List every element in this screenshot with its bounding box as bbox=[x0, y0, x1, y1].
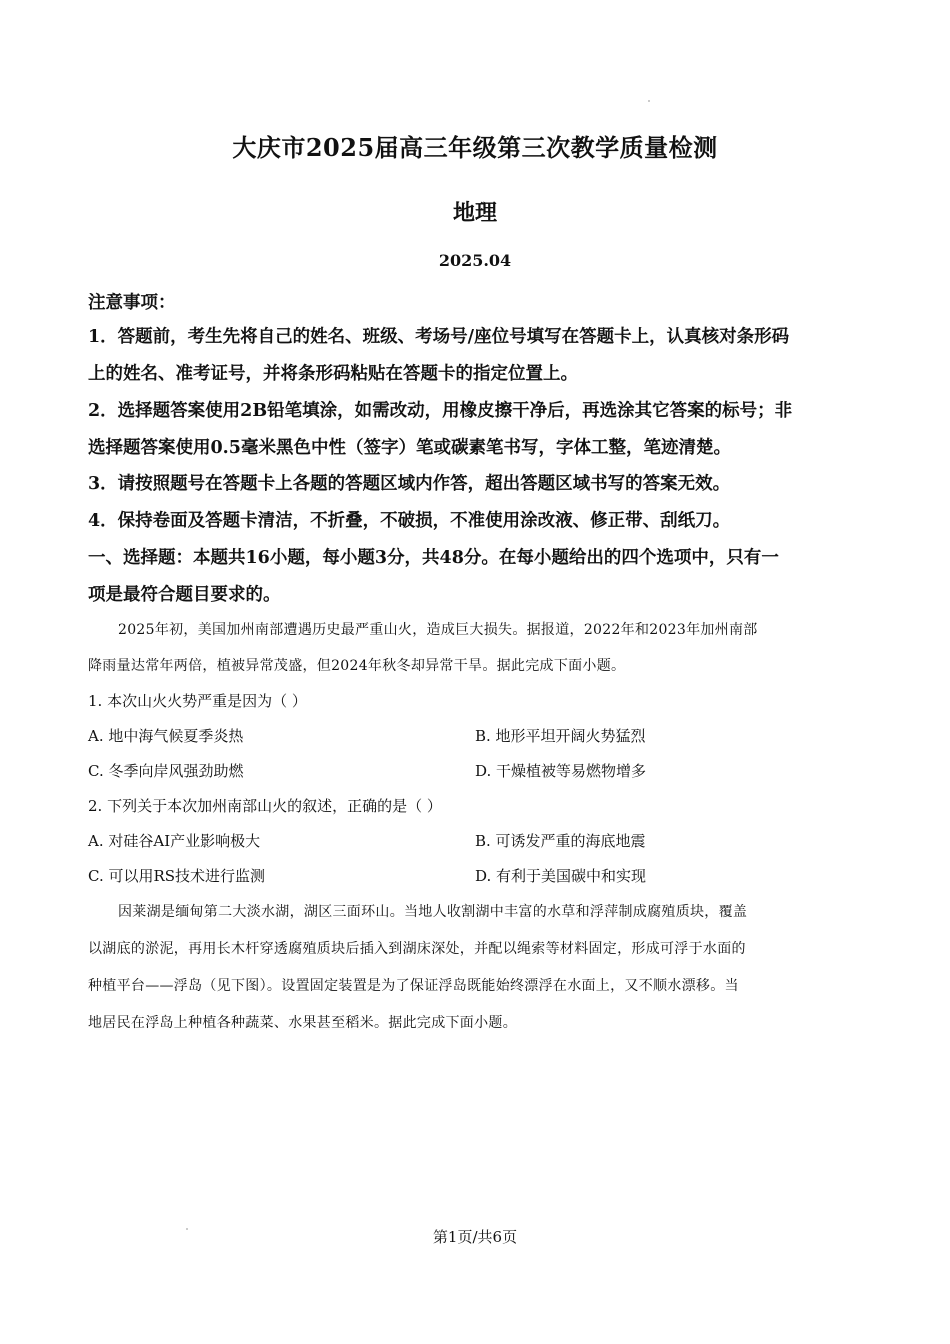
notice-item-2-line-1: 2．选择题答案使用2B铅笔填涂，如需改动，用橡皮擦干净后，再选涂其它答案的标号；非 bbox=[88, 401, 793, 421]
question-1-option-a: A. 地中海气候夏季炎热 bbox=[88, 727, 244, 745]
question-1-option-b: B. 地形平坦开阔火势猛烈 bbox=[475, 727, 646, 745]
question-2-option-d: D. 有利于美国碳中和实现 bbox=[475, 867, 647, 885]
question-2-option-c: C. 可以用RS技术进行监测 bbox=[88, 867, 266, 885]
notice-heading: 注意事项： bbox=[88, 293, 176, 313]
question-2-option-a: A. 对硅谷AI产业影响极大 bbox=[88, 832, 261, 850]
passage-2-line-2: 以湖底的淤泥，再用长木杆穿透腐殖质块后插入到湖床深处，并配以绳索等材料固定，形成可浮于水面的 bbox=[88, 941, 746, 957]
notice-item-1-line-1: 1．答题前，考生先将自己的姓名、班级、考场号/座位号填写在答题卡上，认真核对条形码 bbox=[88, 327, 790, 347]
question-1-option-c: C. 冬季向岸风强劲助燃 bbox=[88, 762, 244, 780]
subject-title: 地理 bbox=[452, 200, 497, 226]
question-1-stem: 1. 本次山火火势严重是因为（ ） bbox=[88, 692, 307, 710]
section-heading-line-1: 一、选择题：本题共16小题，每小题3分，共48分。在每小题给出的四个选项中，只有一 bbox=[88, 548, 779, 568]
passage-2-line-3: 种植平台——浮岛（见下图）。设置固定装置是为了保证浮岛既能始终漂浮在水面上，又不顺水漂移。当 bbox=[88, 978, 739, 994]
notice-item-1-line-2: 上的姓名、准考证号，并将条形码粘贴在答题卡的指定位置上。 bbox=[88, 364, 578, 384]
notice-item-3: 3．请按照题号在答题卡上各题的答题区域内作答，超出答题区域书写的答案无效。 bbox=[88, 474, 731, 494]
page-number: 第1页/共6页 bbox=[432, 1228, 518, 1246]
notice-item-2-line-2: 选择题答案使用0.5毫米黑色中性（签字）笔或碳素笔书写，字体工整，笔迹清楚。 bbox=[88, 438, 731, 458]
exam-title: 大庆市2025届高三年级第三次教学质量检测 bbox=[232, 133, 718, 162]
question-1-option-d: D. 干燥植被等易燃物增多 bbox=[475, 762, 647, 780]
question-2-option-b: B. 可诱发严重的海底地震 bbox=[475, 832, 646, 850]
exam-date: 2025.04 bbox=[438, 251, 512, 270]
passage-2-line-4: 地居民在浮岛上种植各种蔬菜、水果甚至稻米。据此完成下面小题。 bbox=[88, 1015, 517, 1031]
section-heading-line-2: 项是最符合题目要求的。 bbox=[88, 585, 281, 605]
question-2-stem: 2. 下列关于本次加州南部山火的叙述，正确的是（ ） bbox=[88, 797, 442, 815]
passage-1-line-2: 降雨量达常年两倍，植被异常茂盛，但2024年秋冬却异常干旱。据此完成下面小题。 bbox=[88, 658, 626, 674]
scan-speck bbox=[648, 100, 650, 102]
passage-2-line-1: 因莱湖是缅甸第二大淡水湖，湖区三面环山。当地人收割湖中丰富的水草和浮萍制成腐殖质块，覆盖 bbox=[118, 904, 748, 920]
passage-1-line-1: 2025年初，美国加州南部遭遇历史最严重山火，造成巨大损失。据报道，2022年和2023年加州南部 bbox=[118, 622, 758, 638]
notice-item-4: 4．保持卷面及答题卡清洁，不折叠，不破损，不准使用涂改液、修正带、刮纸刀。 bbox=[88, 511, 731, 531]
